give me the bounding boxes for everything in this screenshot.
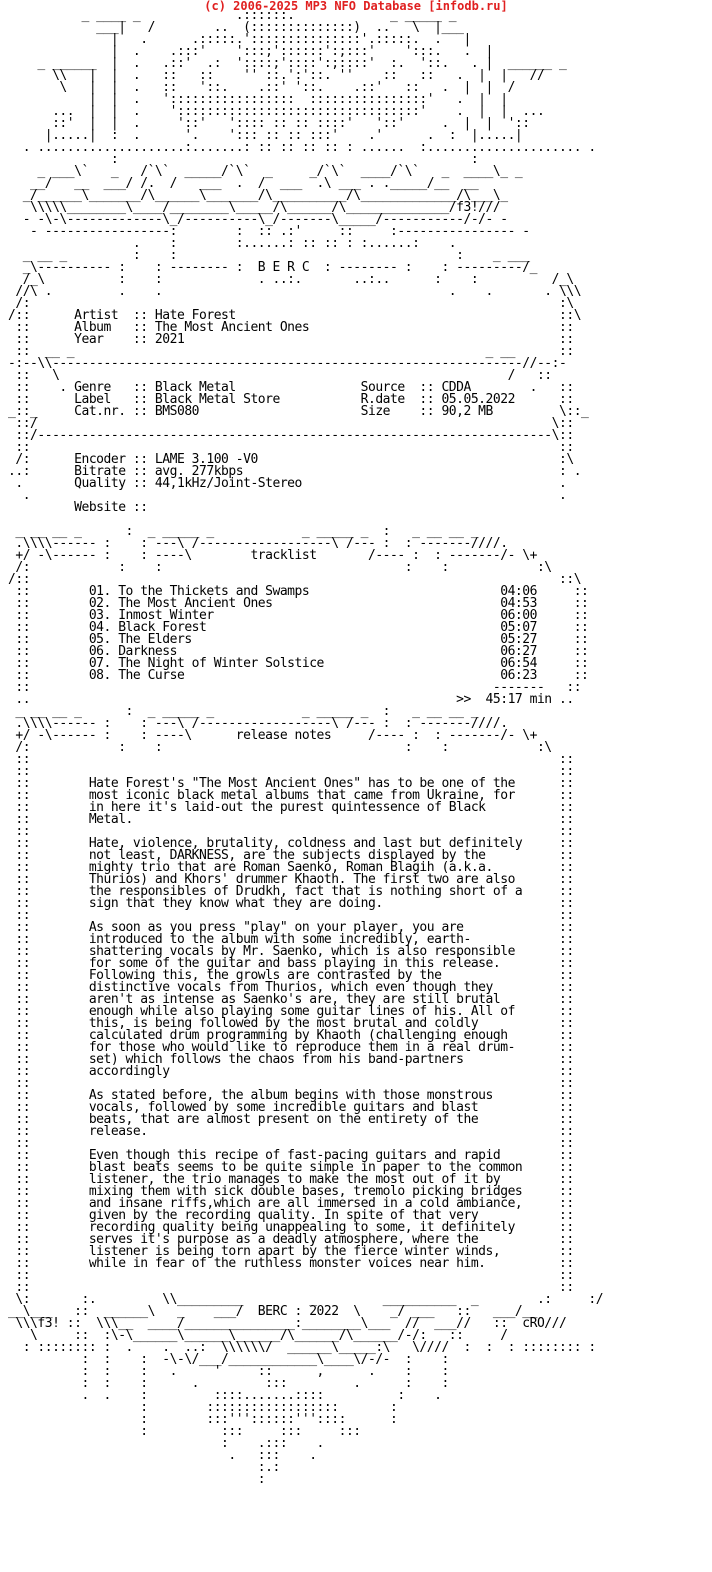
nfo-content: _ ____ _ .::::::. _ _____ _ ___| / .. (::::::::::::::) .. \ |___ | . .:::::.':::::::::::::::'.:::::. . | | . .:::' ':::;'::::::':;:::' ':::. . | _ ______ | . .::' .: '::::;'::::':;::::' :. '::. . | ______ _ \\ | | . :: :: '' ::.':'::. '' :: :: . | | // \ | | . :: '::. .::' '::. .::' :: . | | / | | . '::::::::::::::::: ::::::::::::::::' . | | ... | | . ':::::::::::::::::::::::::::::::::' . | | ... ::' | | . '::' ':::: :: :: ::::' '::' . | | ':: |.....| : . '. '::: :: :: :::' .' . : |.....| . ....................:.......: :: :: :: :: : ...... :..................... . : : _ ___\` _ /`\` _____/`\` _ _/`\` ____/`\` _ ____\_ _ __/ __ ___/ /. / ___ . / ___ .\ ___ . ._____/__ __ _/______\_______/\______\_______/\__________/\_____________/\___\_ \\\\\________\____/________\_____/\______/\______________/f3!/// - -\-\-------------\_/----------\_/-------\_____/-----------/-/- - - -----------------: : :: .:' :: :---------------- - . : :......: :: :: : :......: . _ __ _ : : : _ ___ _\---------- : : -------- : B E R C : -------- : : ---------/_ /_\ : : . ..:. ..:.. : : /_\ //\ . . . . . . \\\ /: :\ /:: Artist :: Hate Forest ::\ :: Album :: The Most Ancient Ones :: :: Year :: 2021 :: :: __ _ _ __ :: -:--\\----------------------------------------------------------------//--:- :: \ / :: :: . Genre :: Black Metal Source :: CDDA . :: :: Label :: Black Metal Store R.date :: 05.05.2022 :: _::_ Cat.nr. :: BMS080 Size :: 90,2 MB \::_ ::/ \:: ::/----------------------------------------------------------------------\:: :: :: /: Encoder :: LAME 3.100 -V0 :\ ..: Bitrate :: avg. 277kbps : . . Quality :: 44,1kHz/Joint-Stereo . . . Website :: _ __ __ _ : _ _____ _ _ _____ _ : _ __ __ _ .\\\\------ : : ---\ /------------------\ /--- : : -------////. +/ -\------ : : ----\ tracklist /---- : : -------/- \+ /: : : : : :\ /:: ::\ :: 01. To the Thickets and Swamps 04:06 :: :: 02. The Most Ancient Ones 04:53 :: :: 03. Inmost Winter 06:00 :: :: 04. Black Forest 05:07 :: :: 05. The Elders 05:27 :: :: 06. Darkness 06:27 :: :: 07. The Night of Winter Solstice 06:54 :: :: 08. The Curse 06:23 :: :: ------- :: .. >> 45:17 min .. _ __ __ _ : _ _____ _ _ _____ _ : _ __ __ _ .\\\\------ : : ---\ /------------------\ /--- : : -------////. +/ -\------ : : ----\ release notes /---- : : -------/- \+ /: : : : : :\ :: :: :: :: :: Hate Forest's "The Most Ancient Ones" has to be one of the :: :: most iconic black metal albums that came from Ukraine, for :: :: in here it's laid-out the purest quintessence of Black :: :: Metal. :: :: :: :: Hate, violence, brutality, coldness and last but definitely :: :: not least, DARKNESS, are the subjects displayed by the :: :: mighty trio that are Roman Saenko, Roman Blagih (a.k.a. :: :: Thurios) and Khors' drummer Khaoth. The first two are also :: :: the responsibles of Drudkh, fact that is nothing short of a :: :: sign that they know what they are doing. :: :: :: :: As soon as you press "play" on your player, you are :: :: introduced to the album with some incredibly, earth- :: :: shattering vocals by Mr. Saenko, which is also responsible :: :: for some of the guitar and bass playing in this release. :: :: Following this, the growls are contrasted by the :: :: distinctive vocals from Thurios, which even though they :: :: aren't as intense as Saenko's are, they are still brutal :: :: enough while also playing some guitar lines of his. All of :: :: this, is being followed by the most brutal and coldly :: :: calculated drum programming by Khaoth (challenging enough :: :: for those who would like to reproduce them in a real drum- :: :: set) which follows the chaos from his band-partners :: :: accordingly :: :: :: :: As stated before, the album begins with those monstrous :: :: vocals, followed by some incredible guitars and blast :: :: beats, that are almost present on the entirety of the :: :: release. :: :: :: :: Even though this recipe of fast-pacing guitars and rapid :: :: blast beats seems to be quite simple in paper to the common :: :: listener, the trio manages to make the most out of it by :: :: mixing them with sick double bases, tremolo picking bridges :: :: and insane riffs,which are all immersed in a cold ambiance, :: :: given by the recording quality. In spite of that very :: :: recording quality being unappealing to some, it definitely :: :: serves it's purpose as a deadly atmosphere, where the :: :: listener is being torn apart by the fierce winter winds, :: :: while in fear of the ruthless monster voices near him. :: :: :: :: :: \: :. \\_________ _ __________ _ .: :/ __\___ :: ______\ _ ___/ BERC : 2022 \ _/ ___ :: ___/__ \\\f3! :: \\\__ ____/_______________:________\___ // ___// :: cRO/// \ :: :\-\______\______\______/\______/\______/-/: :: / : :::::::: : . . ..: \\\\\\/ ______\_____:\ \//// : : : :::::::: : : : : -\-\/___/____________\____\/-/- : : : : : . ' :: , . : : : : : . ::: . : : . . : ::::.......:::: : . : :::::::::::::::::: : : :::'''::::::''':::: : : ::: ::: ::: : .::: . . ::: . :.: : <box>8 8 604 1487</box>
header-link[interactable]: (c) 2006-2025 MP3 NFO Database [infodb.ru] <box>204 0 508 13</box>
